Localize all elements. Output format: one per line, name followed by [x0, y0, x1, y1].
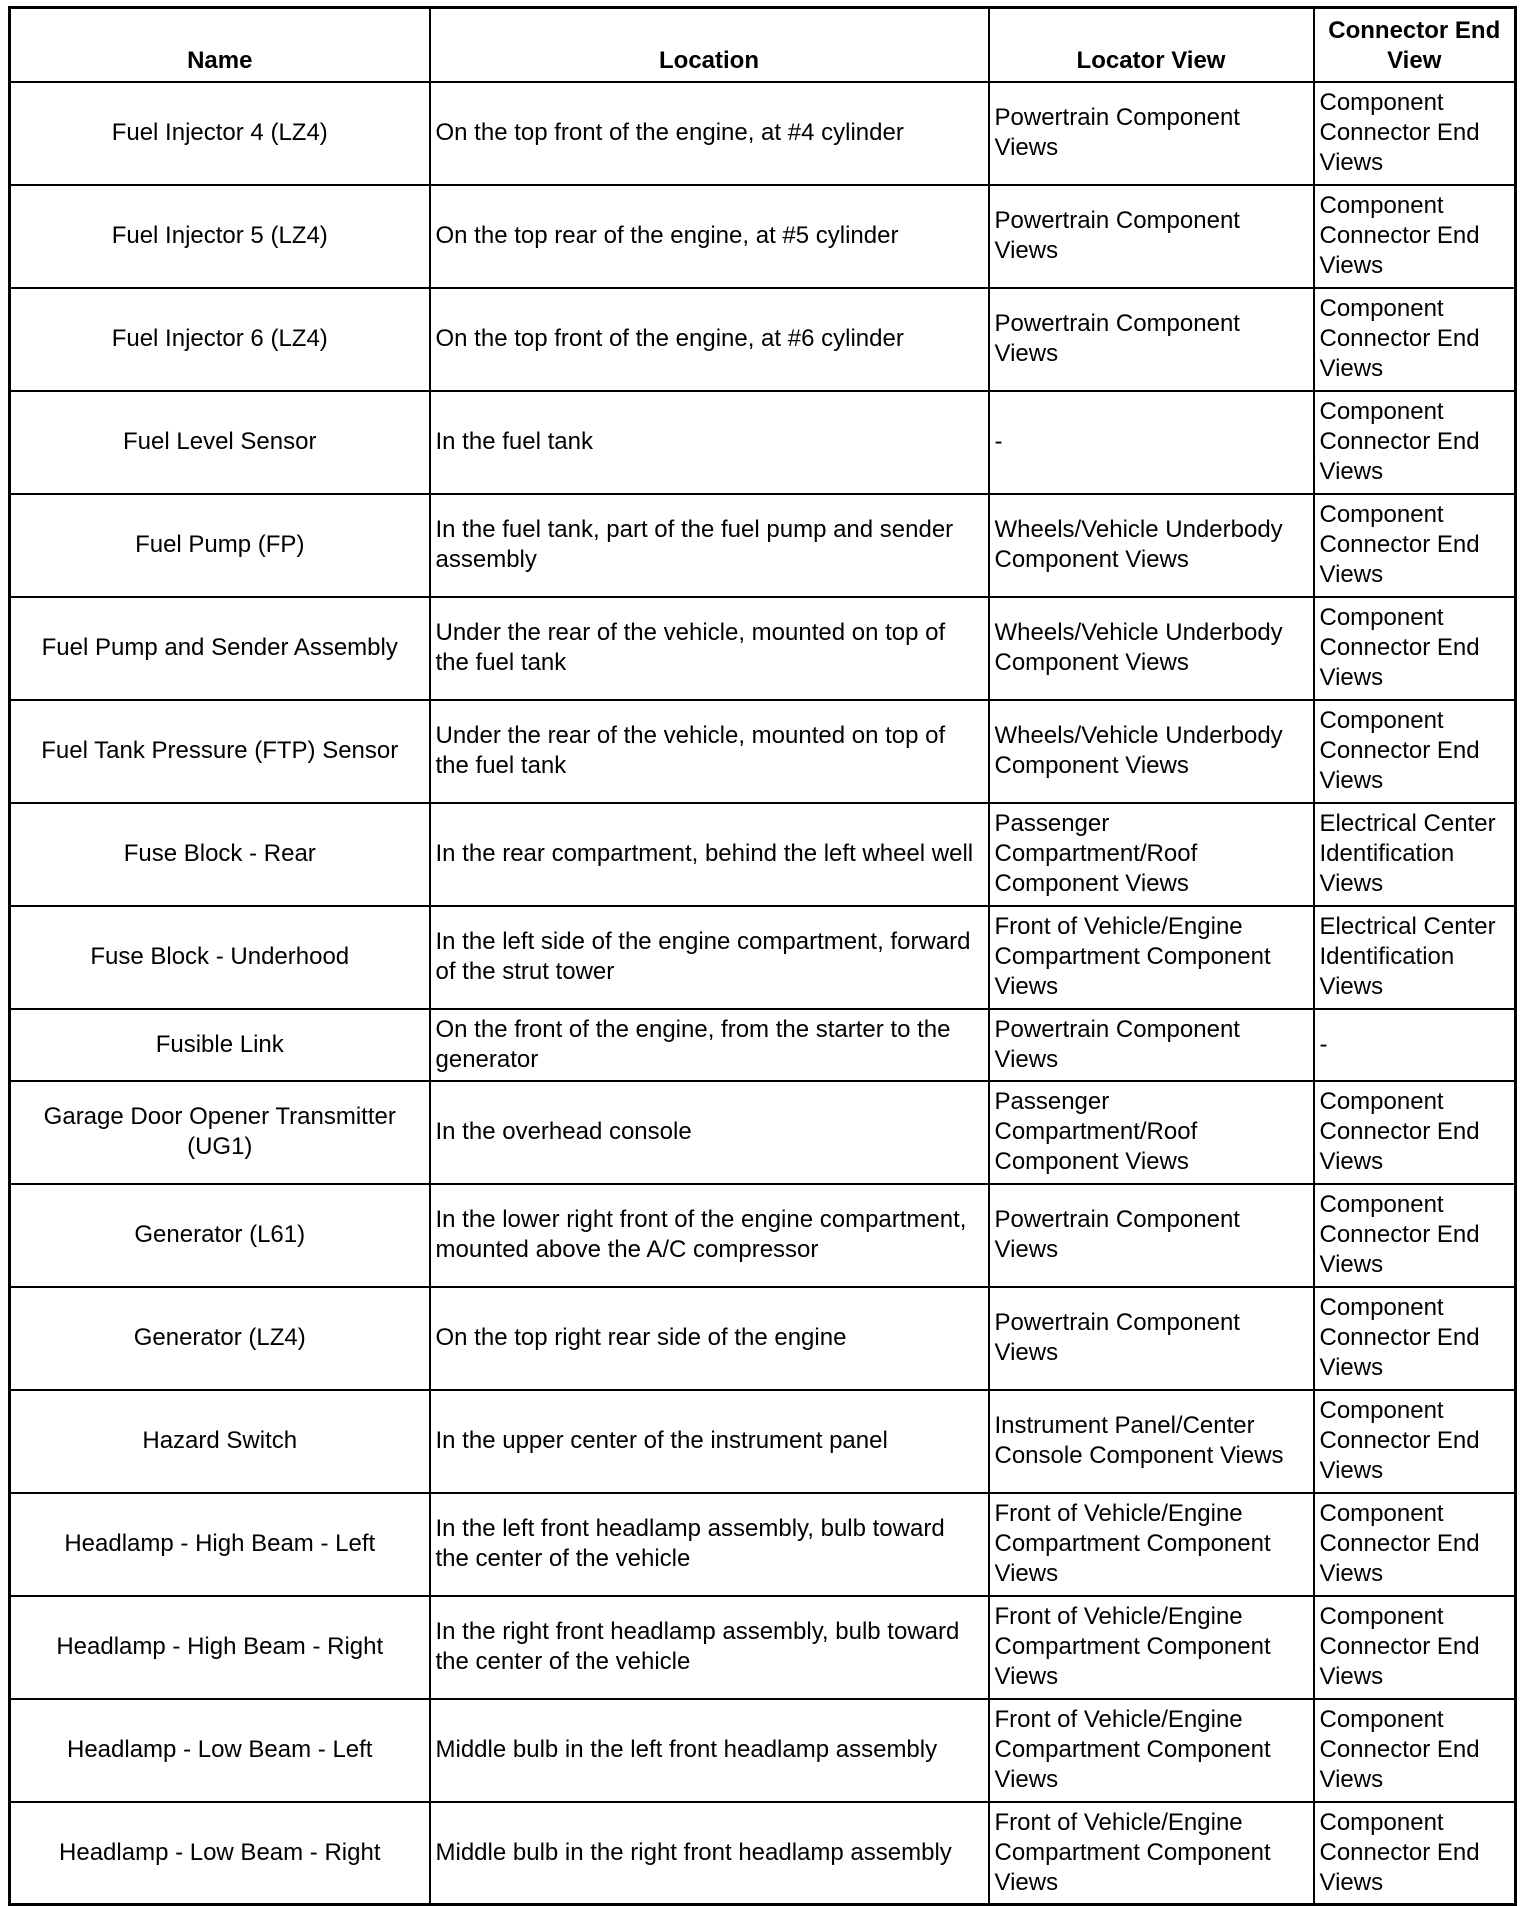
cell-locator-view: Powertrain Component Views — [989, 82, 1314, 185]
cell-location: In the left front headlamp assembly, bulb toward the center of the vehicle — [430, 1493, 989, 1596]
cell-name: Generator (L61) — [10, 1184, 430, 1287]
cell-locator-view: Wheels/Vehicle Underbody Component Views — [989, 597, 1314, 700]
cell-location: In the fuel tank — [430, 391, 989, 494]
cell-connector-end-view: Component Connector End Views — [1314, 1390, 1516, 1493]
cell-connector-end-view: Component Connector End Views — [1314, 82, 1516, 185]
table-row — [10, 597, 1516, 700]
cell-locator-view: Powertrain Component Views — [989, 1287, 1314, 1390]
table-row — [10, 906, 1516, 1009]
cell-location: In the left side of the engine compartment, forward of the strut tower — [430, 906, 989, 1009]
table-row — [10, 288, 1516, 391]
cell-location: In the rear compartment, behind the left wheel well — [430, 803, 989, 906]
cell-locator-view: Front of Vehicle/Engine Compartment Component Views — [989, 1596, 1314, 1699]
table-row — [10, 1390, 1516, 1493]
cell-location: On the top front of the engine, at #4 cylinder — [430, 82, 989, 185]
header-connector-end-view: Connector End View — [1314, 8, 1516, 82]
table-row — [10, 803, 1516, 906]
cell-connector-end-view: Component Connector End Views — [1314, 1699, 1516, 1802]
cell-locator-view: Powertrain Component Views — [989, 1184, 1314, 1287]
cell-name: Fuse Block - Rear — [10, 803, 430, 906]
cell-connector-end-view: Component Connector End Views — [1314, 1802, 1516, 1905]
cell-connector-end-view: Component Connector End Views — [1314, 1493, 1516, 1596]
cell-connector-end-view: Component Connector End Views — [1314, 700, 1516, 803]
cell-locator-view: - — [989, 391, 1314, 494]
table-row — [10, 1699, 1516, 1802]
header-locator-view: Locator View — [989, 8, 1314, 82]
table-row — [10, 1802, 1516, 1905]
cell-location: Under the rear of the vehicle, mounted on top of the fuel tank — [430, 700, 989, 803]
cell-locator-view: Wheels/Vehicle Underbody Component Views — [989, 494, 1314, 597]
cell-name: Headlamp - High Beam - Right — [10, 1596, 430, 1699]
cell-connector-end-view: Component Connector End Views — [1314, 597, 1516, 700]
cell-locator-view: Powertrain Component Views — [989, 288, 1314, 391]
table-header — [10, 8, 1516, 82]
table-row — [10, 1009, 1516, 1081]
cell-connector-end-view: Component Connector End Views — [1314, 288, 1516, 391]
cell-locator-view: Front of Vehicle/Engine Compartment Component Views — [989, 906, 1314, 1009]
cell-locator-view: Front of Vehicle/Engine Compartment Component Views — [989, 1802, 1314, 1905]
cell-name: Headlamp - Low Beam - Right — [10, 1802, 430, 1905]
cell-name: Headlamp - High Beam - Left — [10, 1493, 430, 1596]
component-locator-table — [8, 6, 1517, 1906]
table-row — [10, 1493, 1516, 1596]
table-row — [10, 1287, 1516, 1390]
header-row — [10, 8, 1516, 82]
cell-name: Fuel Level Sensor — [10, 391, 430, 494]
cell-name: Fuel Tank Pressure (FTP) Sensor — [10, 700, 430, 803]
cell-name: Fuel Pump and Sender Assembly — [10, 597, 430, 700]
cell-name: Headlamp - Low Beam - Left — [10, 1699, 430, 1802]
cell-connector-end-view: Component Connector End Views — [1314, 1596, 1516, 1699]
cell-connector-end-view: Electrical Center Identification Views — [1314, 906, 1516, 1009]
table-row — [10, 391, 1516, 494]
cell-name: Garage Door Opener Transmitter (UG1) — [10, 1081, 430, 1184]
cell-location: On the front of the engine, from the starter to the generator — [430, 1009, 989, 1081]
table-row — [10, 1081, 1516, 1184]
cell-connector-end-view: Component Connector End Views — [1314, 1184, 1516, 1287]
cell-name: Fuel Injector 5 (LZ4) — [10, 185, 430, 288]
cell-connector-end-view: Component Connector End Views — [1314, 185, 1516, 288]
cell-connector-end-view: Electrical Center Identification Views — [1314, 803, 1516, 906]
cell-name: Fuel Injector 6 (LZ4) — [10, 288, 430, 391]
cell-location: In the lower right front of the engine compartment, mounted above the A/C compressor — [430, 1184, 989, 1287]
table-row — [10, 82, 1516, 185]
cell-location: In the right front headlamp assembly, bulb toward the center of the vehicle — [430, 1596, 989, 1699]
cell-name: Fuel Pump (FP) — [10, 494, 430, 597]
cell-locator-view: Powertrain Component Views — [989, 185, 1314, 288]
cell-location: On the top rear of the engine, at #5 cylinder — [430, 185, 989, 288]
cell-location: In the fuel tank, part of the fuel pump and sender assembly — [430, 494, 989, 597]
cell-name: Generator (LZ4) — [10, 1287, 430, 1390]
cell-connector-end-view: Component Connector End Views — [1314, 1081, 1516, 1184]
cell-location: On the top right rear side of the engine — [430, 1287, 989, 1390]
cell-locator-view: Instrument Panel/Center Console Component Views — [989, 1390, 1314, 1493]
cell-connector-end-view: - — [1314, 1009, 1516, 1081]
cell-name: Fuse Block - Underhood — [10, 906, 430, 1009]
table-row — [10, 1596, 1516, 1699]
cell-location: Middle bulb in the right front headlamp assembly — [430, 1802, 989, 1905]
cell-location: Middle bulb in the left front headlamp assembly — [430, 1699, 989, 1802]
cell-connector-end-view: Component Connector End Views — [1314, 1287, 1516, 1390]
cell-connector-end-view: Component Connector End Views — [1314, 494, 1516, 597]
cell-name: Fuel Injector 4 (LZ4) — [10, 82, 430, 185]
cell-connector-end-view: Component Connector End Views — [1314, 391, 1516, 494]
cell-locator-view: Powertrain Component Views — [989, 1009, 1314, 1081]
table-row — [10, 1184, 1516, 1287]
cell-locator-view: Front of Vehicle/Engine Compartment Component Views — [989, 1699, 1314, 1802]
cell-location: On the top front of the engine, at #6 cylinder — [430, 288, 989, 391]
table-row — [10, 185, 1516, 288]
table-row — [10, 700, 1516, 803]
cell-locator-view: Front of Vehicle/Engine Compartment Component Views — [989, 1493, 1314, 1596]
cell-locator-view: Passenger Compartment/Roof Component Views — [989, 803, 1314, 906]
cell-name: Fusible Link — [10, 1009, 430, 1081]
cell-location: In the upper center of the instrument panel — [430, 1390, 989, 1493]
header-name: Name — [10, 8, 430, 82]
cell-locator-view: Wheels/Vehicle Underbody Component Views — [989, 700, 1314, 803]
cell-name: Hazard Switch — [10, 1390, 430, 1493]
header-location: Location — [430, 8, 989, 82]
table-row — [10, 494, 1516, 597]
cell-location: In the overhead console — [430, 1081, 989, 1184]
table-body — [10, 82, 1516, 1905]
cell-locator-view: Passenger Compartment/Roof Component Views — [989, 1081, 1314, 1184]
cell-location: Under the rear of the vehicle, mounted on top of the fuel tank — [430, 597, 989, 700]
